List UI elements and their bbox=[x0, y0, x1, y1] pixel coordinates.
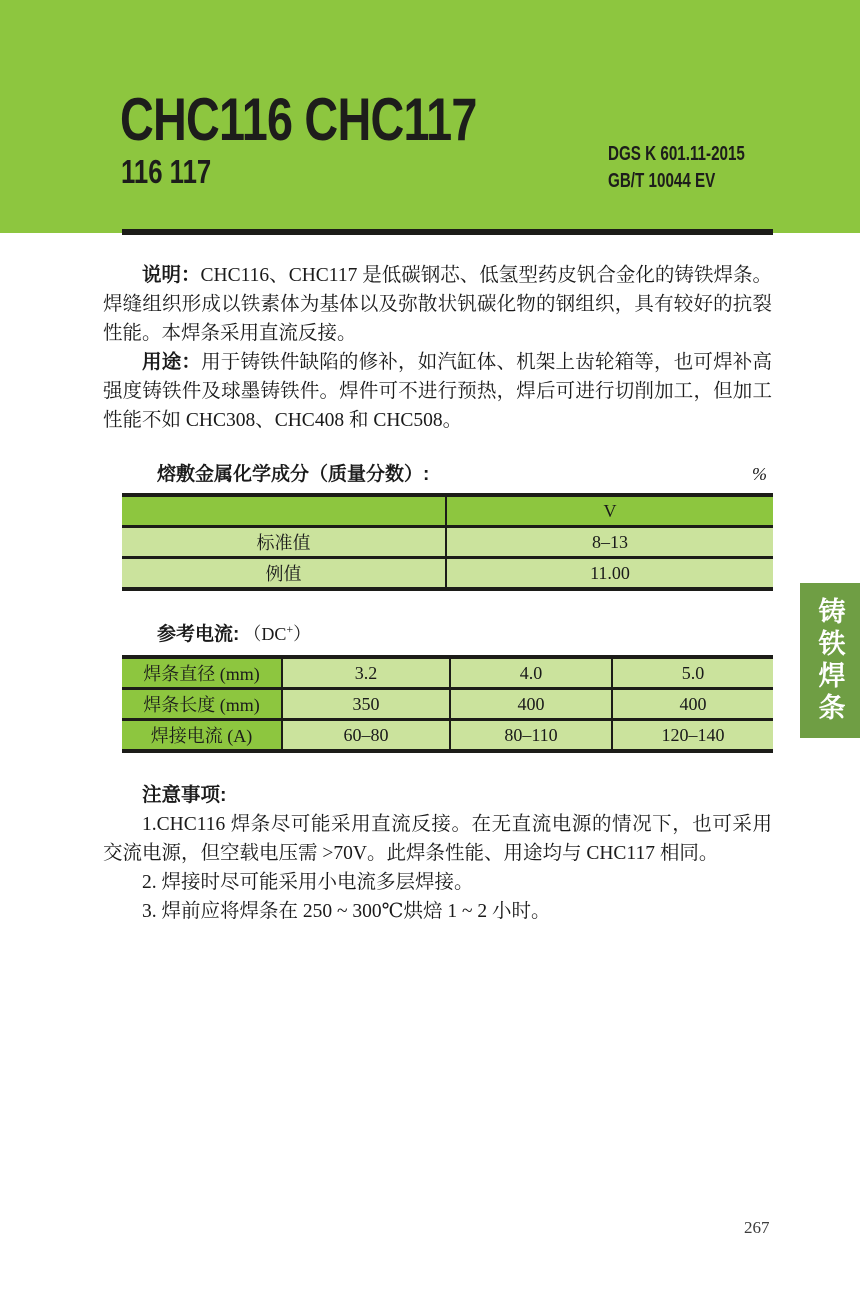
composition-table-caption bbox=[103, 461, 772, 488]
table-cell: 标准值 bbox=[122, 527, 446, 558]
description-text: CHC116、CHC117 是低碳钢芯、低氢型药皮钒合金化的铸铁焊条。焊缝组织形成以铁素体为基体以及弥散状钒碳化物的钢组织，具有较好的抗裂性能。本焊条采用直流反接。 bbox=[103, 265, 772, 344]
main-content bbox=[103, 261, 772, 926]
description-paragraph bbox=[103, 261, 772, 348]
header-divider-rule bbox=[122, 229, 773, 235]
category-side-tab bbox=[800, 583, 860, 738]
header-band bbox=[0, 0, 860, 233]
page-subtitle: 116 117 bbox=[121, 153, 212, 190]
usage-text: 用于铸铁件缺陷的修补，如汽缸体、机架上齿轮箱等，也可焊补高强度铸铁件及球墨铸铁件。焊件可不进行预热，焊后可进行切削加工，但加工性能不如 CHC308、CHC408 和 CHC508。 bbox=[103, 352, 772, 431]
table-cell: V bbox=[446, 495, 773, 527]
current-condition: （DC+） bbox=[243, 622, 312, 644]
table-row bbox=[122, 527, 773, 558]
current-heading-group bbox=[157, 616, 311, 649]
standard-line: GB/T 10044 EV bbox=[608, 170, 716, 192]
note-item: 3. 焊前应将焊条在 250 ~ 300℃烘焙 1 ~ 2 小时。 bbox=[142, 901, 551, 922]
page-title: CHC116 CHC117 bbox=[120, 86, 477, 153]
table-cell: 120–140 bbox=[612, 720, 773, 752]
page-number: 267 bbox=[744, 1218, 770, 1237]
table-cell: 8–13 bbox=[446, 527, 773, 558]
note-item: 2. 焊接时尽可能采用小电流多层焊接。 bbox=[142, 872, 474, 893]
table-cell: 350 bbox=[282, 689, 450, 720]
composition-unit: % bbox=[752, 464, 767, 484]
standard-line: DGS K 601.11-2015 bbox=[608, 143, 745, 165]
notes-heading: 注意事项: bbox=[142, 784, 227, 806]
current-table-caption bbox=[103, 616, 772, 649]
category-side-tab-label: 铸铁焊条 bbox=[814, 596, 845, 725]
table-cell: 80–110 bbox=[450, 720, 612, 752]
note-item: 1.CHC116 焊条尽可能采用直流反接。在无直流电源的情况下，也可采用交流电源，但空载电压需 >70V。此焊条性能、用途均与 CHC117 相同。 bbox=[103, 814, 772, 864]
composition-table bbox=[122, 493, 773, 591]
composition-heading: 熔敷金属化学成分（质量分数）: bbox=[157, 464, 430, 485]
table-cell: 3.2 bbox=[282, 657, 450, 689]
table-cell: 400 bbox=[612, 689, 773, 720]
table-cell: 4.0 bbox=[450, 657, 612, 689]
table-row bbox=[122, 720, 773, 752]
table-cell: 例值 bbox=[122, 558, 446, 590]
table-row bbox=[122, 657, 773, 689]
table-header-row bbox=[122, 495, 773, 527]
reference-current-table bbox=[122, 655, 773, 753]
table-cell: 400 bbox=[450, 689, 612, 720]
table-cell: 焊条直径 (mm) bbox=[122, 657, 282, 689]
current-heading: 参考电流: bbox=[157, 624, 240, 645]
table-cell: 60–80 bbox=[282, 720, 450, 752]
table-cell: 5.0 bbox=[612, 657, 773, 689]
table-cell: 焊条长度 (mm) bbox=[122, 689, 282, 720]
table-cell bbox=[122, 495, 446, 527]
table-row bbox=[122, 558, 773, 590]
table-cell: 焊接电流 (A) bbox=[122, 720, 282, 752]
intro-paragraphs bbox=[103, 261, 772, 435]
description-label: 说明： bbox=[142, 264, 201, 286]
table-cell: 11.00 bbox=[446, 558, 773, 590]
table-row bbox=[122, 689, 773, 720]
standards-block bbox=[608, 141, 745, 195]
usage-label: 用途： bbox=[142, 351, 202, 373]
usage-paragraph bbox=[103, 348, 772, 435]
